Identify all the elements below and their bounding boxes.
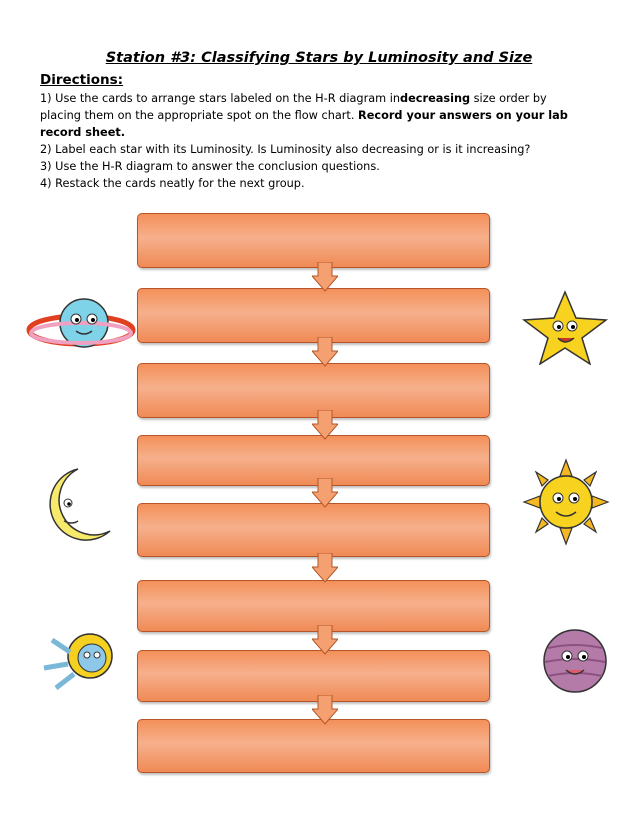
flow-arrow-7 <box>312 695 338 725</box>
flow-arrow-1 <box>312 262 338 292</box>
direction-1-record: Record your answers on your lab <box>358 109 568 122</box>
direction-1-emphasis: decreasing <box>400 92 471 105</box>
flow-arrow-4 <box>312 478 338 508</box>
direction-4: 4) Restack the cards neatly for the next group. <box>40 177 305 190</box>
flow-arrow-2 <box>312 337 338 367</box>
directions-heading: Directions: <box>40 72 124 88</box>
page-title: Station #3: Classifying Stars by Luminosity and Size <box>105 50 533 66</box>
crescent-moon-icon <box>38 465 128 545</box>
direction-1-cont <box>40 107 600 124</box>
direction-2: 2) Label each star with its Luminosity. Is Luminosity also decreasing or is it increasing? <box>40 143 531 156</box>
flow-box-2 <box>137 288 490 343</box>
flow-box-5 <box>137 503 490 557</box>
flow-arrow-3 <box>312 410 338 440</box>
direction-1-cont2 <box>40 124 600 141</box>
direction-1-tail: size order by <box>470 92 547 105</box>
smiling-star-icon <box>520 290 610 365</box>
flow-box-8 <box>137 719 490 773</box>
flow-arrow-5 <box>312 553 338 583</box>
direction-1 <box>40 90 600 107</box>
ringed-planet-icon <box>26 285 136 365</box>
direction-1-text: 1) Use the cards to arrange stars labeled on the H-R diagram in <box>40 92 401 105</box>
flow-box-1 <box>137 213 490 268</box>
direction-3: 3) Use the H-R diagram to answer the conclusion questions. <box>40 160 380 173</box>
flow-arrow-6 <box>312 625 338 655</box>
direction-1-cont-text: placing them on the appropriate spot on the flow chart. <box>40 109 355 122</box>
purple-planet-icon <box>540 626 610 696</box>
smiling-sun-icon <box>522 458 610 546</box>
comet-sun-icon <box>36 628 126 698</box>
direction-1-record-end: record sheet. <box>40 126 126 139</box>
